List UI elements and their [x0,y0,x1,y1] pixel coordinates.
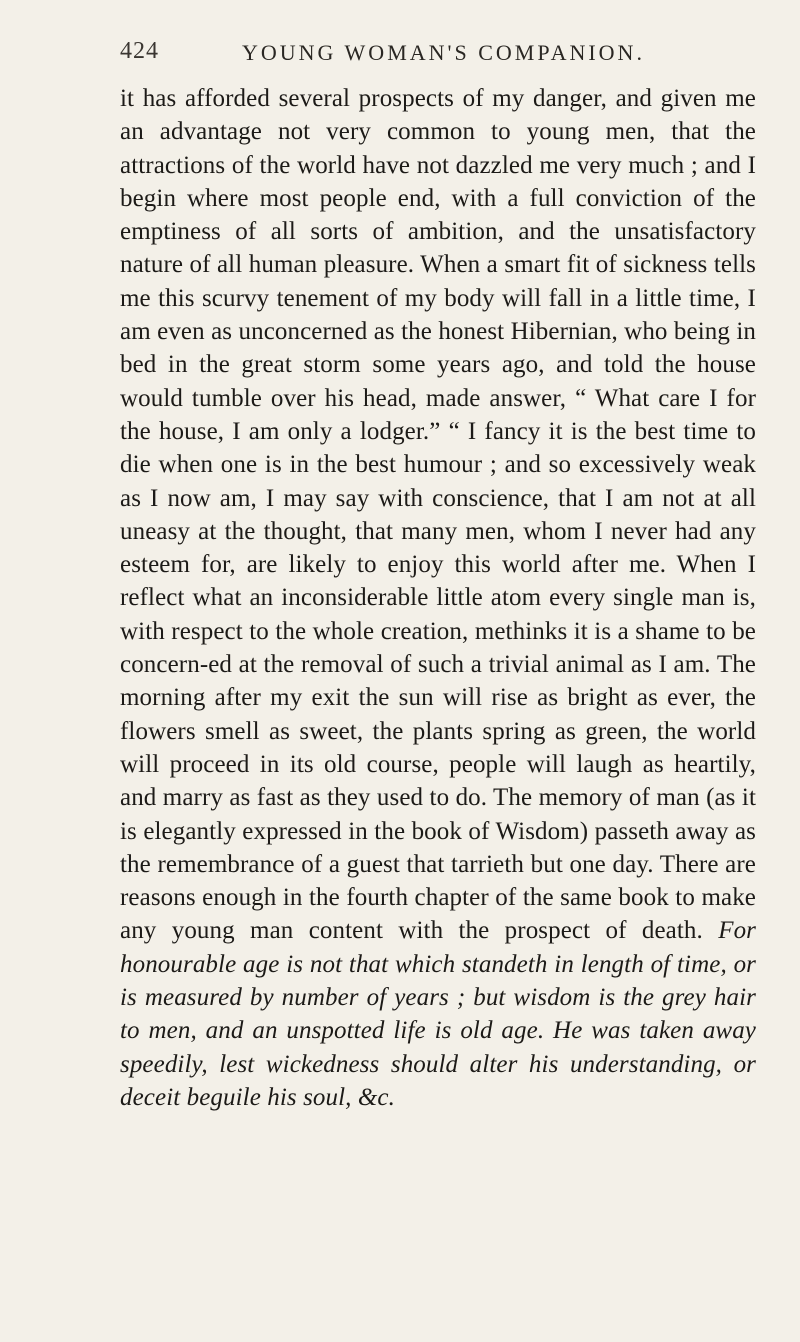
italic-quotation: For honourable age is not that which standeth in length of time, or is measured by number of years ; but wisdom is the grey hair to men, and an unspotted life is old age. He was taken away speedily, lest wickedness should alter his understanding, or deceit beguile his soul, &c. [120,917,757,1111]
page-header [120,38,680,78]
running-head: YOUNG WOMAN'S COMPANION. [242,40,645,65]
roman-text: it has afforded several prospects of my danger, and given me an advantage not very common to young men, that the attractions of the world have not dazzled me very much ; and I begin where most people end, with a full conviction of the emptiness of all sorts of ambition, and the unsatisfactory nature of all human pleasure. When a smart fit of sickness tells me this scurvy tenement of my body will fall in a little time, I am even as unconcerned as the honest Hibernian, who being in bed in the great storm some years ago, and told the house would tumble over his head, made answer, “ What care I for the house, I am only a lodger.” “ I fancy it is the best time to die when one is in the best humour ; and so excessively weak as I now am, I may say with conscience, that I am not at all uneasy at the thought, that many men, whom I never had any esteem for, are likely to enjoy this world after me. When I reflect what an inconsiderable little atom every single man is, with respect to the whole creation, methinks it is a shame to be concern-ed at the removal of such a trivial animal as I am. The morning after my exit the sun will rise as bright as ever, the flowers smell as sweet, the plants spring as green, the world will proceed in its old course, people will laugh as heartily, and marry as fast as they used to do. The memory of man (as it is elegantly expressed in the book of Wisdom) passeth away as the remembrance of a guest that tarrieth but one day. There are reasons enough in the fourth chapter of the same book to make any young man content with the prospect of death. [120,85,756,945]
paragraph [120,82,756,1114]
body-text [120,82,756,1114]
page-number: 424 [120,38,159,64]
